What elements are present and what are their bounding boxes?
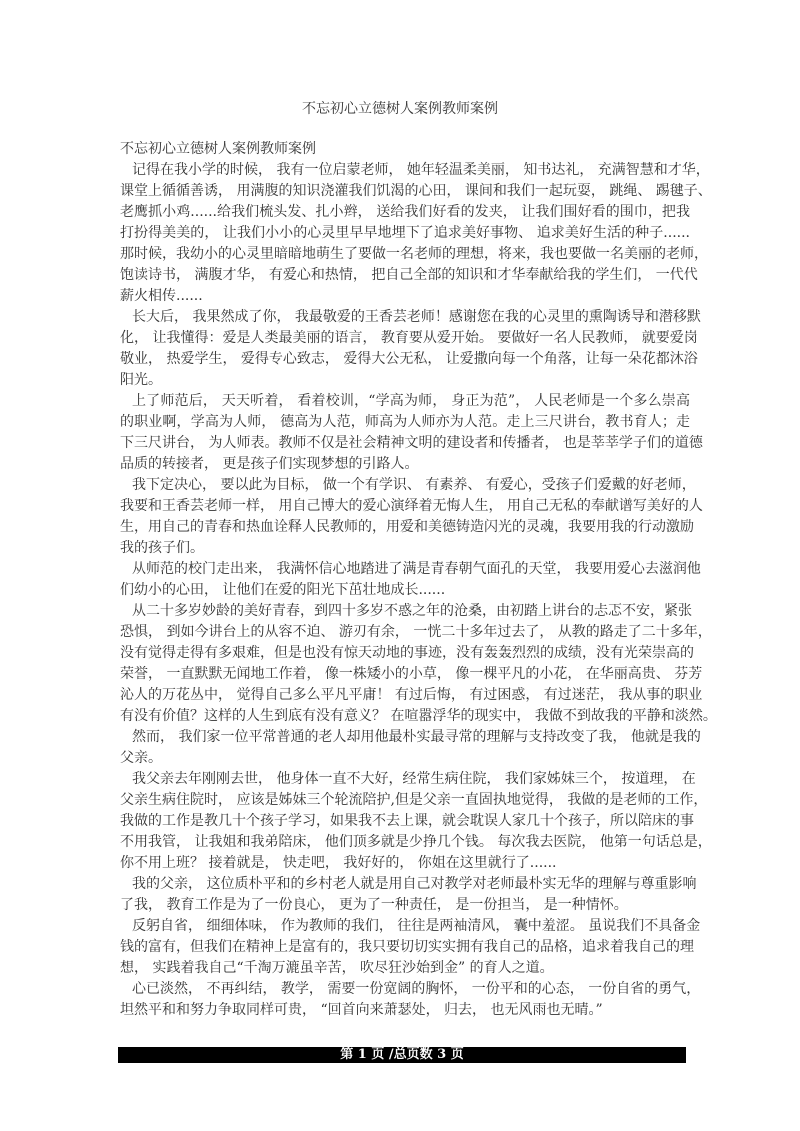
text-line: 从师范的校门走出来， 我满怀信心地踏进了满是青春朝气面孔的天堂， 我要用爱心去滋润他 <box>132 561 701 577</box>
text-line: 化， 让我懂得：爱是人类最美丽的语言， 教育要从爱开始。 要做好一名人民教师， 就要爱岗 <box>120 330 698 346</box>
text-line: 荣誉， 一直默默无闻地工作着， 像一株矮小的小草， 像一棵平凡的小花， 在华丽高贵、 芬芳 <box>120 666 703 682</box>
text-line: 下三尺讲台， 为人师表。教师不仅是社会精神文明的建设者和传播者， 也是莘莘学子们的道德 <box>120 435 703 451</box>
text-line: 了我， 教育工作是为了一份良心， 更为了一种责任， 是一份担当， 是一种情怀。 <box>120 897 628 913</box>
paragraph <box>120 475 703 559</box>
text-line: 课堂上循循善诱， 用满腹的知识浇灌我们饥渴的心田， 课间和我们一起玩耍， 跳绳、 踢毽子、 <box>120 183 712 199</box>
text-line: 那时候，我幼小的心灵里暗暗地萌生了要做一名老师的理想，将来，我也要做一名美丽的老师， <box>120 246 708 262</box>
paragraph <box>120 160 712 307</box>
text-line: 敬业， 热爱学生， 爱得专心致志， 爱得大公无私， 让爱撒向每一个角落，让每一朵花都沐浴 <box>120 351 698 367</box>
paragraph <box>120 874 697 916</box>
paragraph <box>120 979 701 1021</box>
text-line: 上了师范后， 天天听着， 看着校训，“学高为师， 身正为范”， 人民老师是一个多么崇高 <box>132 393 690 409</box>
text-line: 的职业啊，学高为人师， 德高为人范，师高为人师亦为人范。走上三尺讲台，教书育人；走 <box>120 414 690 430</box>
document-heading: 不忘初心立德树人案例教师案例 <box>120 141 316 157</box>
page-footer: 第 1 页 /总页数 3 页 <box>118 1047 686 1063</box>
text-line: 打扮得美美的， 让我们小小的心灵里早早地埋下了追求美好事物、 追求美好生活的种子...... <box>120 225 690 241</box>
text-line: 品质的转接者， 更是孩子们实现梦想的引路人。 <box>120 456 419 472</box>
text-line: 恐惧， 到如今讲台上的从容不迫、 游刃有余， 一恍二十多年过去了， 从教的路走了二十多年， <box>120 624 712 640</box>
text-line: 我的孩子们。 <box>120 540 204 556</box>
text-line: 没有觉得走得有多艰难，但是也没有惊天动地的事迹，没有轰轰烈烈的成绩，没有光荣崇高的 <box>120 645 694 661</box>
document-title: 不忘初心立德树人案例教师案例 <box>302 101 498 117</box>
text-line: 阳光。 <box>120 372 162 388</box>
text-line: 我下定决心， 要以此为目标， 做一个有学识、 有素养、 有爱心，受孩子们爱戴的好老师， <box>132 477 696 493</box>
paragraph <box>120 307 701 391</box>
paragraph <box>120 769 712 874</box>
text-line: 我要和王香芸老师一样， 用自己博大的爱心演绎着无悔人生， 用自己无私的奉献谱写美好的人 <box>120 498 703 514</box>
paragraph <box>120 727 701 769</box>
text-line: 长大后， 我果然成了你， 我最敬爱的王香芸老师！感谢您在我的心灵里的熏陶诱导和潜移默 <box>132 309 701 325</box>
text-line: 想， 实践着我自己“千淘万漉虽辛苦， 吹尽狂沙始到金” 的育人之道。 <box>120 960 554 976</box>
text-line: 有没有价值？这样的人生到底有没有意义？ 在喧嚣浮华的现实中， 我做不到故我的平静和淡然。 <box>120 708 717 724</box>
text-line: 父亲。 <box>120 750 162 766</box>
text-line: 心已淡然， 不再纠结， 教学， 需要一份宽阔的胸怀， 一份平和的心态， 一份自省的勇气， <box>132 981 701 997</box>
text-line: 饱读诗书， 满腹才华， 有爱心和热情， 把自己全部的知识和才华奉献给我的学生们， 一代代 <box>120 267 698 283</box>
text-line: 不用我管， 让我姐和我弟陪床， 他们顶多就是少挣几个钱。 每次我去医院， 他第一句话总是， <box>120 834 712 850</box>
text-line: 记得在我小学的时候， 我有一位启蒙老师， 她年轻温柔美丽， 知书达礼， 充满智慧和才华， <box>132 162 710 178</box>
text-line: 我做的工作是教几十个孩子学习，如果我不去上课，就会耽误人家几十个孩子，所以陪床的事 <box>120 813 694 829</box>
text-line: 们幼小的心田， 让他们在爱的阳光下茁壮地成长...... <box>120 582 446 598</box>
text-line: 老鹰抓小鸡......给我们梳头发、扎小辫， 送给我们好看的发夹， 让我们围好看的围巾，把我 <box>120 204 690 220</box>
text-line: 我的父亲， 这位质朴平和的乡村老人就是用自己对教学对老师最朴实无华的理解与尊重影响 <box>132 876 697 892</box>
text-line: 沁人的万花丛中， 觉得自己多么平凡平庸！ 有过后悔， 有过困惑， 有过迷茫， 我从事的职业 <box>120 687 703 703</box>
text-line: 坦然平和和努力争取同样可贵， “回首向来萧瑟处， 归去， 也无风雨也无晴。” <box>120 1002 603 1018</box>
text-line: 我父亲去年刚刚去世， 他身体一直不大好，经常生病住院， 我们家姊妹三个， 按道理， 在 <box>132 771 696 787</box>
text-line: 生，用自己的青春和热血诠释人民教师的，用爱和美德铸造闪光的灵魂，我要用我的行动激励 <box>120 519 694 535</box>
text-line: 从二十多岁妙龄的美好青春，到四十多岁不惑之年的沧桑，由初踏上讲台的忐忑不安，紧张 <box>132 603 692 619</box>
text-line: 父亲生病住院时， 应该是姊妹三个轮流陪护,但是父亲一直固执地觉得， 我做的是老师的工作， <box>120 792 708 808</box>
paragraph <box>120 391 703 475</box>
text-line: 你不用上班？ 接着就是， 快走吧， 我好好的， 你姐在这里就行了...... <box>120 855 557 871</box>
text-line: 薪火相传...... <box>120 288 203 304</box>
paragraph <box>120 601 717 727</box>
text-line: 钱的富有，但我们在精神上是富有的，我只要切切实实拥有我自己的品格，追求着我自己的理 <box>120 939 694 955</box>
text-line: 反躬自省， 细细体味， 作为教师的我们， 往往是两袖清风， 囊中羞涩。 虽说我们不具备金 <box>132 918 701 934</box>
paragraph <box>120 916 701 979</box>
document-body <box>120 160 717 1021</box>
text-line: 然而， 我们家一位平常普通的老人却用他最朴实最寻常的理解与支持改变了我， 他就是我的 <box>132 729 701 745</box>
paragraph <box>120 559 701 601</box>
